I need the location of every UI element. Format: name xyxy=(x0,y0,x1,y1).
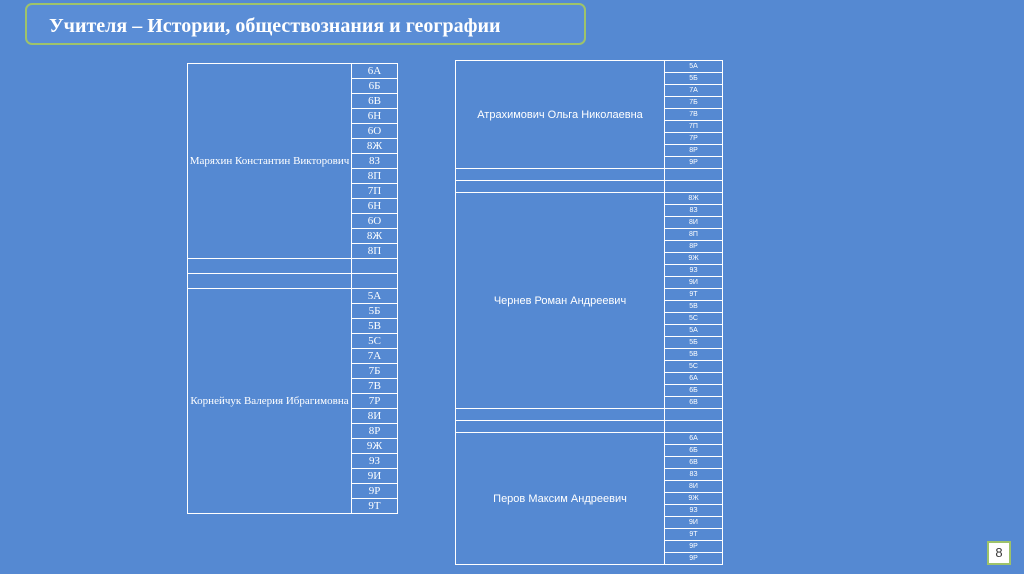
table-row xyxy=(188,289,398,304)
table-row xyxy=(456,421,723,433)
class-cell: 5Б xyxy=(665,337,723,349)
class-cell: 5С xyxy=(665,361,723,373)
class-cell: 9Ж xyxy=(665,493,723,505)
class-cell: 7В xyxy=(352,379,398,394)
teacher-name-cell: Маряхин Константин Викторович xyxy=(188,64,352,259)
empty-cell xyxy=(665,409,723,421)
class-cell: 5А xyxy=(352,289,398,304)
class-cell: 8Р xyxy=(665,241,723,253)
class-cell: 9Р xyxy=(352,484,398,499)
table-row xyxy=(188,64,398,79)
empty-cell xyxy=(665,181,723,193)
class-cell: 8З xyxy=(665,469,723,481)
class-cell: 7Р xyxy=(352,394,398,409)
table-row xyxy=(456,61,723,73)
class-cell: 6Б xyxy=(665,385,723,397)
class-cell: 8И xyxy=(352,409,398,424)
class-cell: 8Р xyxy=(665,145,723,157)
teacher-name-cell: Перов Максим Андреевич xyxy=(456,433,665,565)
class-cell: 8Ж xyxy=(352,139,398,154)
class-cell: 6А xyxy=(352,64,398,79)
class-cell: 6Н xyxy=(352,199,398,214)
class-cell: 8З xyxy=(352,154,398,169)
class-cell: 5В xyxy=(352,319,398,334)
class-cell: 8Р xyxy=(352,424,398,439)
class-cell: 7П xyxy=(665,121,723,133)
empty-cell xyxy=(352,274,398,289)
empty-cell xyxy=(456,181,665,193)
class-cell: 8З xyxy=(665,205,723,217)
table-row xyxy=(456,433,723,445)
teachers-table-right xyxy=(455,60,723,565)
class-cell: 9Ж xyxy=(665,253,723,265)
teacher-name-cell: Корнейчук Валерия Ибрагимовна xyxy=(188,289,352,514)
class-cell: 8П xyxy=(352,169,398,184)
class-cell: 8П xyxy=(352,244,398,259)
class-cell: 9Т xyxy=(665,289,723,301)
class-cell: 9Т xyxy=(665,529,723,541)
empty-cell xyxy=(665,421,723,433)
table-row xyxy=(456,193,723,205)
class-cell: 8И xyxy=(665,481,723,493)
class-cell: 7Б xyxy=(352,364,398,379)
class-cell: 5В xyxy=(665,301,723,313)
table-row xyxy=(456,169,723,181)
class-cell: 8И xyxy=(665,217,723,229)
class-cell: 6Н xyxy=(352,109,398,124)
class-cell: 6Б xyxy=(352,79,398,94)
empty-cell xyxy=(352,259,398,274)
empty-cell xyxy=(456,409,665,421)
teacher-name-cell: Атрахимович Ольга Николаевна xyxy=(456,61,665,169)
class-cell: 7П xyxy=(352,184,398,199)
class-cell: 5Б xyxy=(352,304,398,319)
class-cell: 9Т xyxy=(352,499,398,514)
class-cell: 8Ж xyxy=(665,193,723,205)
class-cell: 5В xyxy=(665,349,723,361)
table-row xyxy=(456,409,723,421)
empty-cell xyxy=(665,169,723,181)
table-row xyxy=(456,181,723,193)
slide-title: Учителя – Истории, обществознания и географии xyxy=(25,3,586,45)
empty-cell xyxy=(188,259,352,274)
class-cell: 7В xyxy=(665,109,723,121)
empty-cell xyxy=(188,274,352,289)
empty-cell xyxy=(456,169,665,181)
class-cell: 9Р xyxy=(665,541,723,553)
class-cell: 6А xyxy=(665,373,723,385)
class-cell: 8П xyxy=(665,229,723,241)
class-cell: 6О xyxy=(352,124,398,139)
class-cell: 7А xyxy=(665,85,723,97)
class-cell: 9Р xyxy=(665,553,723,565)
class-cell: 5С xyxy=(665,313,723,325)
class-cell: 6В xyxy=(665,457,723,469)
teachers-table-left xyxy=(187,63,398,514)
class-cell: 6О xyxy=(352,214,398,229)
class-cell: 7Р xyxy=(665,133,723,145)
class-cell: 5С xyxy=(352,334,398,349)
class-cell: 6А xyxy=(665,433,723,445)
class-cell: 5А xyxy=(665,325,723,337)
class-cell: 9Ж xyxy=(352,439,398,454)
class-cell: 9И xyxy=(352,469,398,484)
class-cell: 6Б xyxy=(665,445,723,457)
class-cell: 7А xyxy=(352,349,398,364)
class-cell: 9И xyxy=(665,517,723,529)
class-cell: 9З xyxy=(665,265,723,277)
class-cell: 9Р xyxy=(665,157,723,169)
class-cell: 7Б xyxy=(665,97,723,109)
table-row xyxy=(188,259,398,274)
class-cell: 6В xyxy=(352,94,398,109)
teacher-name-cell: Чернев Роман Андреевич xyxy=(456,193,665,409)
class-cell: 5Б xyxy=(665,73,723,85)
page-number: 8 xyxy=(987,541,1011,565)
table-row xyxy=(188,274,398,289)
class-cell: 8Ж xyxy=(352,229,398,244)
class-cell: 9З xyxy=(352,454,398,469)
class-cell: 9И xyxy=(665,277,723,289)
empty-cell xyxy=(456,421,665,433)
class-cell: 6В xyxy=(665,397,723,409)
class-cell: 9З xyxy=(665,505,723,517)
class-cell: 5А xyxy=(665,61,723,73)
